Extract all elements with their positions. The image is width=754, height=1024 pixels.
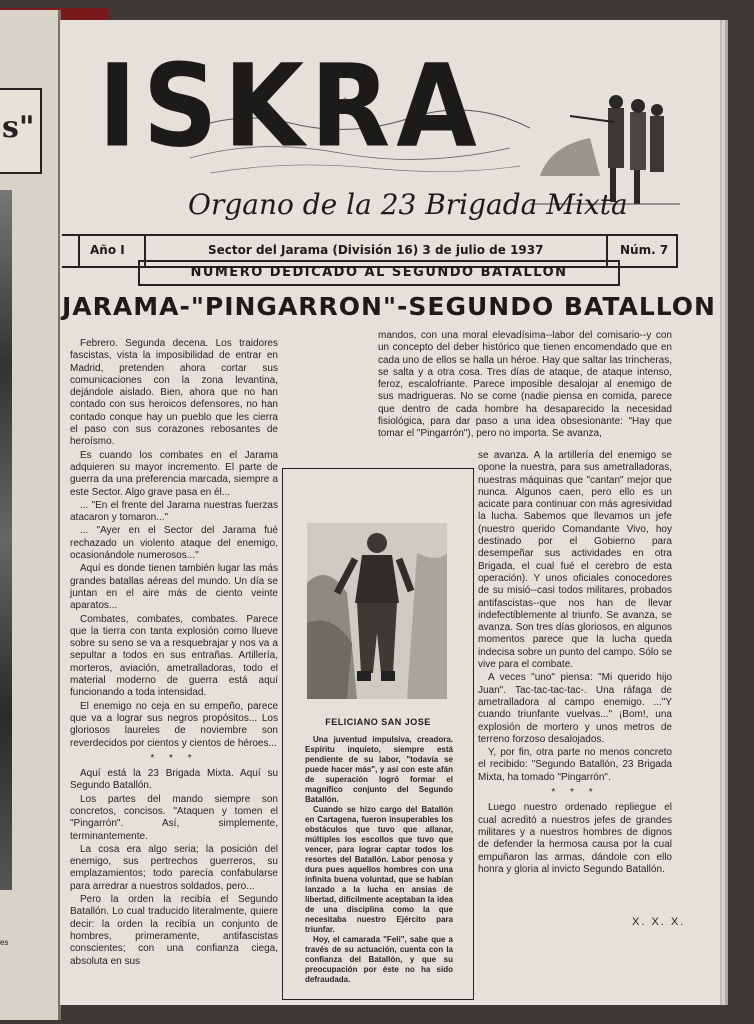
article-column-2-top [378, 330, 672, 442]
newspaper-page [60, 20, 720, 1005]
caption-paragraph: Una juventud impulsiva, creadora. Espíritu inquieto, siempre está pendiente de su labor, "todavía se puede hacer más", y así con este afán de superación logró formar el magnífico conjunto del Segundo Batallón. [305, 735, 453, 804]
info-bar-divider [78, 236, 80, 266]
paragraph: Y, por fin, otra parte no menos concreto el recibido: "Segundo Batallón, 23 Brigada Mixta, ha tomado "Pingarrón". [478, 747, 672, 783]
paragraph: Los partes del mando siempre son concretos, concisos. "Ataquen y tomen el "Pingarrón". Así, simplemente, terminantemente. [70, 793, 278, 842]
caption-paragraph: Cuando se hizo cargo del Batallón en Cartagena, fueron insuperables los obstáculos que tuvo que allanar, múltiples los escollos que tuvo que vencer, para lograr captar todos los resortes del Batallón. Labor penosa y dura pues aquellos hombres con una infinita buena voluntad, que se habían lanzado a la lucha en ansias de libertad, difícilmente aceptaban la idea de una disciplina como la que necesitaba nuestro Ejército para triunfar. [305, 805, 453, 934]
masthead-title: ISKRA [98, 38, 483, 174]
caption-paragraph: Hoy, el camarada "Feli", sabe que a través de su actuación, cuenta con la confianza del Batallón, y que su preocupación por éste no ha sido defraudada. [305, 935, 453, 984]
portrait-caption [305, 735, 453, 985]
paragraph: ... "En el frente del Jarama nuestras fuerzas atacaron y tomaron..." [70, 499, 278, 524]
portrait-sidebar [282, 468, 474, 1000]
issue-sector-date: Sector del Jarama (División 16) 3 de julio de 1937 [208, 243, 544, 257]
issue-number: Núm. 7 [620, 243, 669, 257]
paragraph: se avanza. A la artillería del enemigo se opone la nuestra, para sus ametralladoras, nuestras máquinas que "cantan" mejor que nunca. Algunos caen, pero ello es un acicate para continuar con más agresividad la lucha. Sabemos que llevamos un jefe (nuestro querido Comandante Vivo, hoy destinado por el Gobierno para desempeñar sus actividades en otra Brigada, el cual fué el cerebro de esta operación). Y unos oficiales conocedores de su misió--casi todos militares, probados antifascistas--que nos han de llevar indefectiblemente al triunfo. Se avanza, se avanza. Son tres días gloriosos, en algunos momentos parece que la lucha queda indecisa sobre un punto del campo. Sólo se vive para el combate. [478, 450, 673, 671]
section-separator: * * * [551, 787, 599, 799]
paragraph: Luego nuestro ordenado repliegue el cual acreditó a nuestros jefes de grandes militares y a nuestros hombres de dignos de defender la hermosa causa por la cual empuñaron las armas, dándole con ello honra y gloria al invicto Segundo Batallón. [478, 802, 672, 875]
portrait-photo [307, 523, 447, 699]
issue-year: Año I [90, 243, 125, 257]
left-page-photo-strip [0, 190, 12, 890]
paragraph: Pero la orden la recibía el Segundo Batallón. Lo cual traducido literalmente, quiere decir: la orden la recibía un conjunto de hombres, primeramente, antifascistas conscientes; con una confianza ciega, absoluta en sus [70, 894, 278, 967]
paragraph: Febrero. Segunda decena. Los traidores fascistas, vista la imposibilidad de entrar en Madrid, pretenden ahora cortar sus comunicaciones con la zona levantina, dejándole aislado. Bien, ahora que no han contado con sus heroicos defensores, no han contado conque hay un pueblo que les cierra el paso con sus corazones rebosantes de heroísmo. [70, 338, 278, 448]
article-signature: X. X. X. [632, 916, 686, 928]
left-page-fragment [0, 10, 61, 1020]
portrait-photo-image [307, 523, 447, 699]
paragraph: mandos, con una moral elevadísima--labor del comisario--y con un concepto del deber histórico que tienen encomendado que en cada uno de ellos se halla un héroe. Hay que saltar las trincheras, se salta y a otra cosa. Tres días de ataque, de ataque intenso, feroz, escalofriante. Parece imposible desalojar al enemigo de sus madrigueras. No se come (nadie piensa en comida, parece que dentro de cada hombre ha desaparecido la necesidad fisiológica, para dar paso a una idea obsesionante: "Hay que tomar el "Pingarrón"), pero no importa. Se avanza, [378, 330, 672, 440]
paragraph: ... "Ayer en el Sector del Jarama fué rechazado un violento ataque del enemigo, ocasionándole numerosos..." [70, 525, 278, 562]
article-headline: JARAMA-"PINGARRON"-SEGUNDO BATALLON [62, 292, 716, 321]
paragraph: Combates, combates, combates. Parece que la tierra con tanta explosión como llueve sobre su seno se va a resquebrajar y nos va a sepultar a todos en sus entrañas. Artillería, morteros, aviación, ametralladoras, todo el material moderno de guerra está aquí funcionando a toda intensidad. [70, 613, 278, 699]
section-separator: * * * [150, 752, 198, 764]
paragraph: Aquí está la 23 Brigada Mixta. Aquí su Segundo Batallón. [70, 768, 278, 792]
paragraph: El enemigo no ceja en su empeño, parece que va a lograr sus negros propósitos... Los gloriosos laureles de noviembre son reverdecidos por cientos y cientos de héroes... [70, 700, 278, 749]
article-column-1 [70, 338, 278, 969]
left-page-quote-fragment: s" [2, 110, 35, 145]
paragraph: La cosa era algo seria; la posición del enemigo, sus pertrechos guerreros, su emplazamientos; todo parecía confabularse para arredrar a nuestros soldados, pero... [70, 843, 278, 892]
dedication-banner: NUMERO DEDICADO AL SEGUNDO BATALLON [138, 260, 620, 286]
paragraph: Es cuando los combates en el Jarama adquieren su mayor incremento. El parte de guerra da una preferencia marcada, siempre a este Sector. Algo grave pasa en él... [70, 449, 278, 498]
masthead-subtitle: Organo de la 23 Brigada Mixta [188, 188, 628, 221]
article-column-3 [478, 450, 672, 877]
paragraph: A veces "uno" piensa: "Mi querido hijo Juan". Tac-tac-tac-tac-. Una ráfaga de ametralladora al campo enemigo. ..."Y cuando triunfante vuelvas..." ¡Bom!, una explosión de mortero y unos metros de terreno forzoso desalojados. [478, 672, 672, 745]
portrait-name: FELICIANO SAN JOSE [325, 717, 431, 727]
paragraph: Aquí es donde tienen también lugar las más grandes batallas aéreas del mundo. Un día se juntan en el aire más de ciento veinte aparatos... [70, 563, 278, 612]
left-page-text-fragment: es [0, 938, 9, 947]
